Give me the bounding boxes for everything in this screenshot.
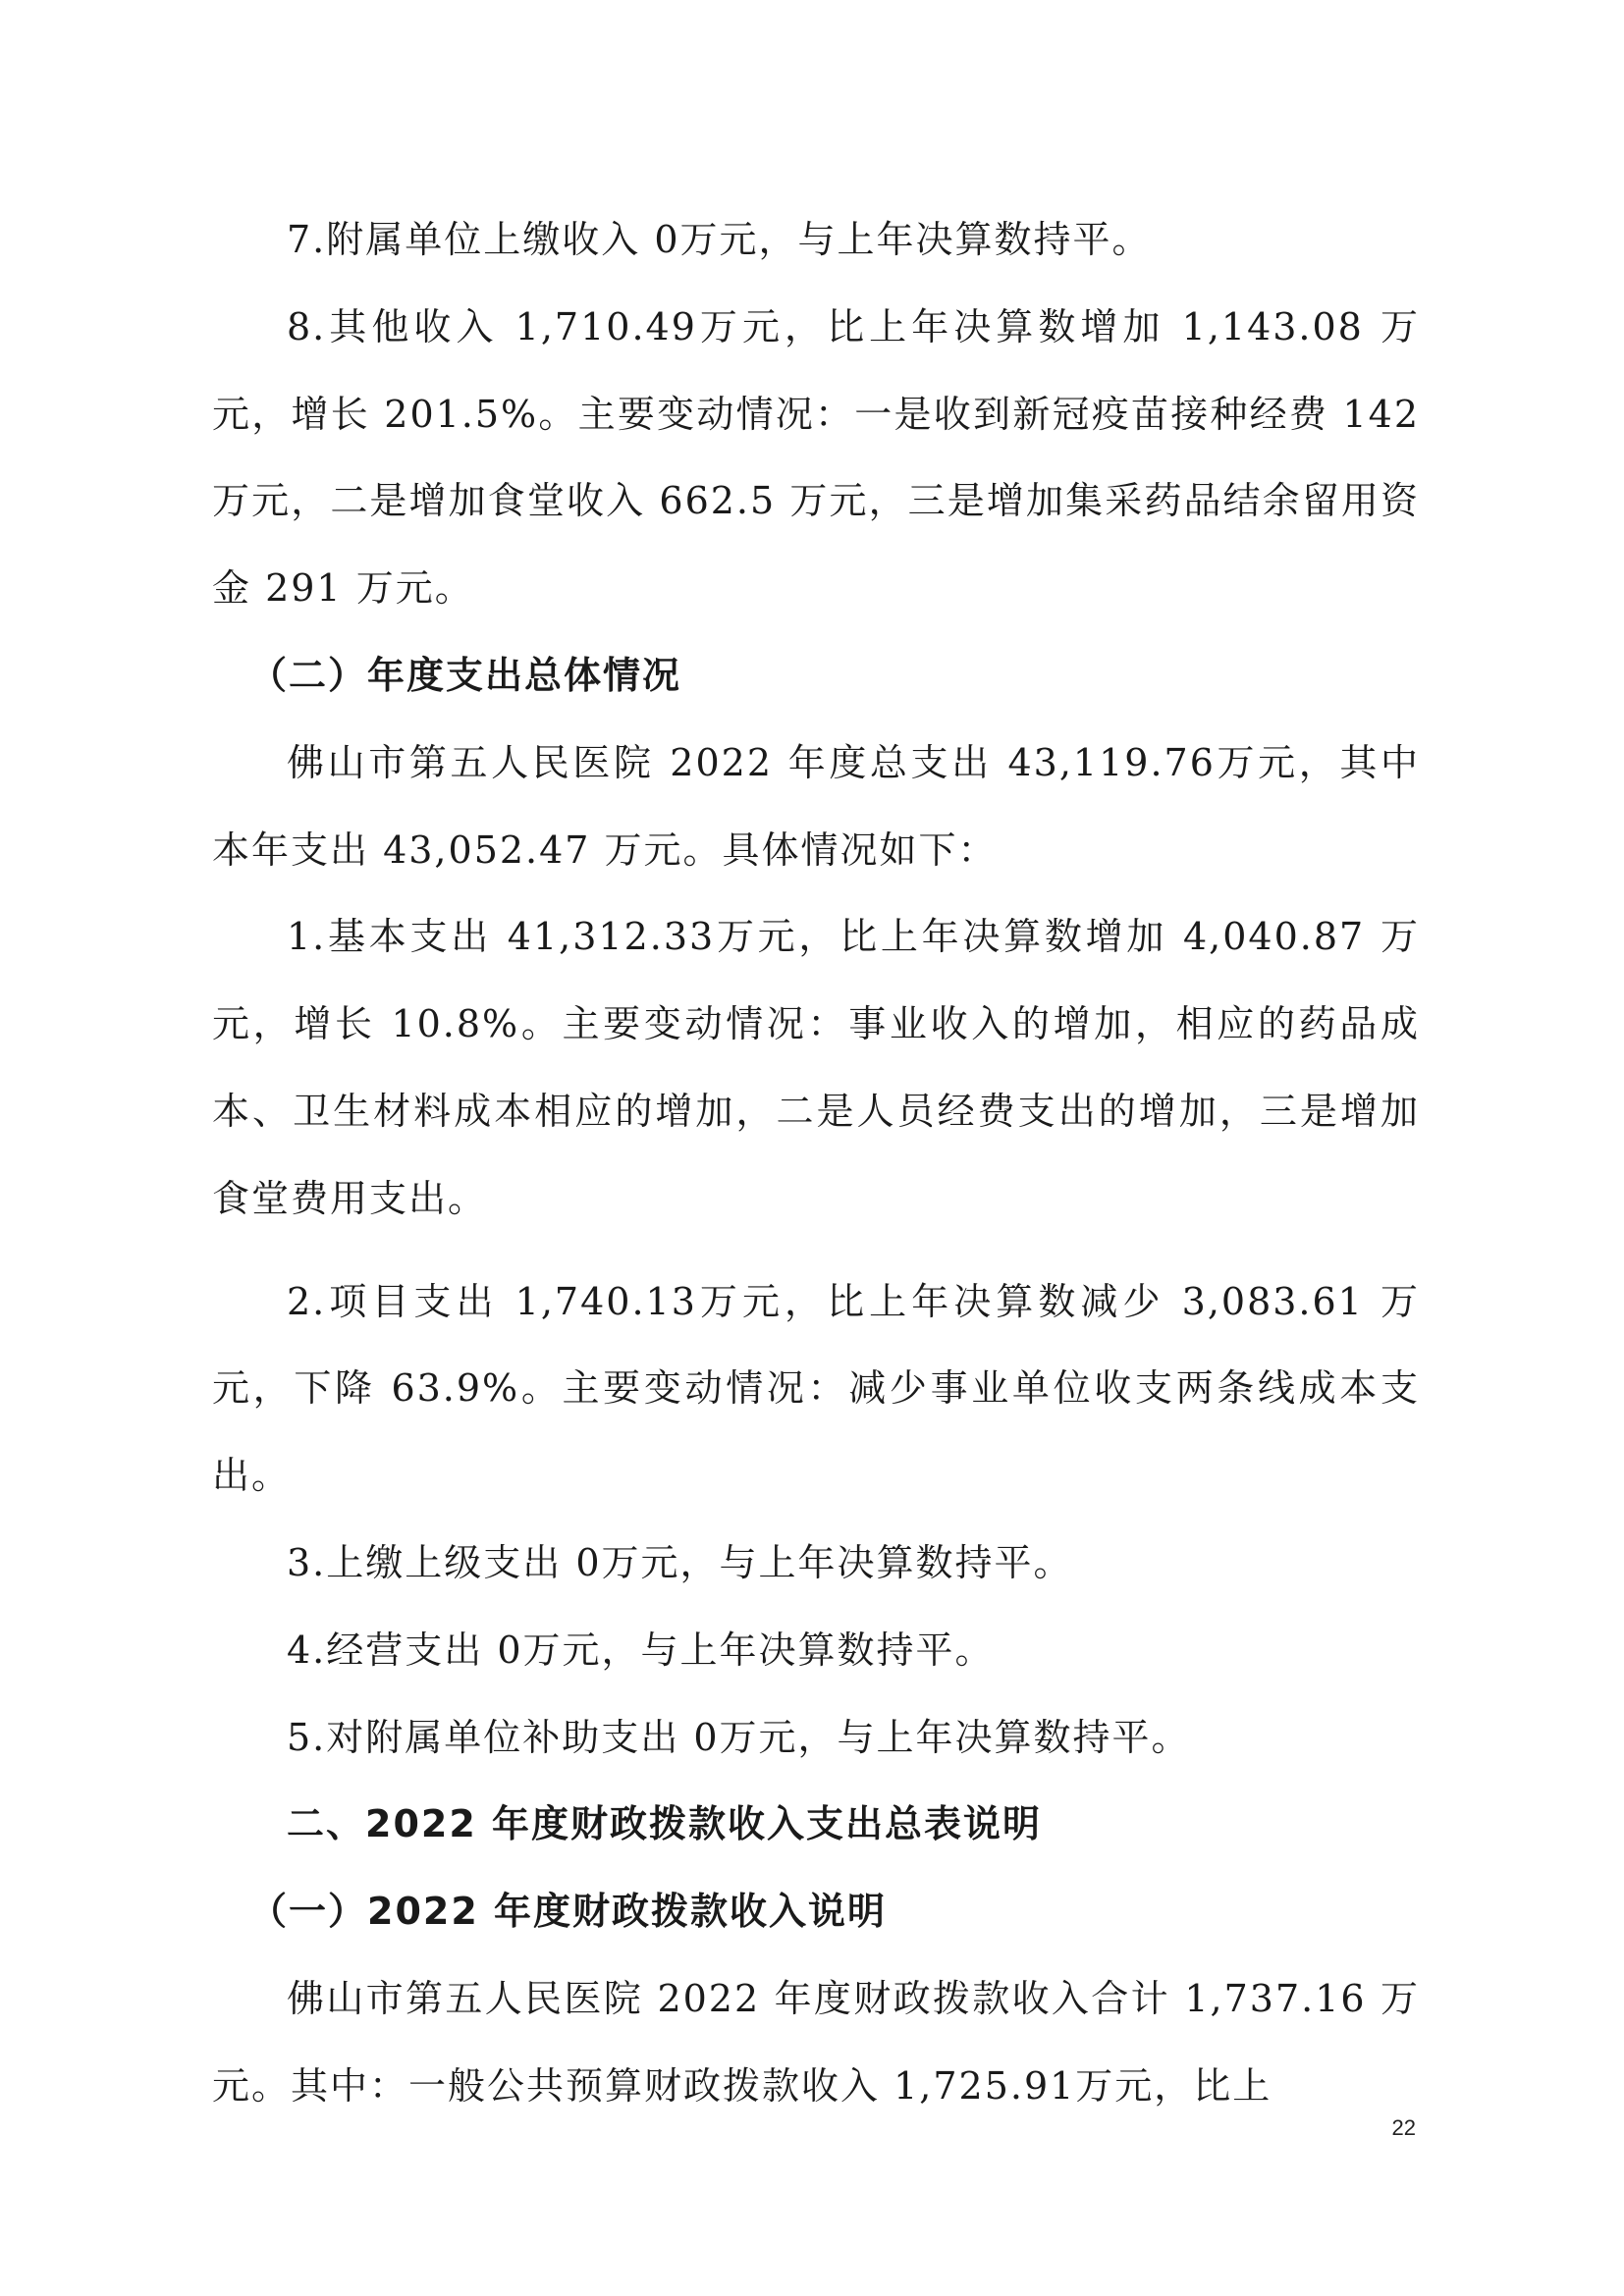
paragraph-basic-expenditure: 1.基本支出 41,312.33万元，比上年决算数增加 4,040.87 万元，增长 10.8%。主要变动情况：事业收入的增加，相应的药品成本、卫生材料成本相应的增加，二是人员经费支出的增加，三是增加食堂费用支出。 bbox=[212, 915, 1420, 1220]
page-body bbox=[212, 196, 1420, 2130]
section-heading-fiscal-income: （一）2022 年度财政拨款收入说明 bbox=[249, 1890, 887, 1934]
paragraph-superior-payment: 3.上缴上级支出 0万元，与上年决算数持平。 bbox=[287, 1540, 1073, 1584]
paragraph-operating-expenditure: 4.经营支出 0万元，与上年决算数持平。 bbox=[287, 1628, 995, 1672]
paragraph-other-income: 8.其他收入 1,710.49万元，比上年决算数增加 1,143.08 万元，增长 201.5%。主要变动情况：一是收到新冠疫苗接种经费 142 万元，二是增加食堂收入 662.5 万元，三是增加集采药品结余留用资金 291 万元。 bbox=[212, 304, 1420, 611]
paragraph-affiliated-income: 7.附属单位上缴收入 0万元，与上年决算数持平。 bbox=[287, 218, 1152, 261]
paragraph-project-expenditure: 2.项目支出 1,740.13万元，比上年决算数减少 3,083.61 万元，下降 63.9%。主要变动情况：减少事业单位收支两条线成本支出。 bbox=[212, 1279, 1420, 1498]
section-heading-expenditure-overview: （二）年度支出总体情况 bbox=[249, 653, 682, 697]
paragraph-fiscal-income: 佛山市第五人民医院 2022 年度财政拨款收入合计 1,737.16 万元。其中：一般公共预算财政拨款收入 1,725.91万元，比上 bbox=[212, 1976, 1420, 2108]
page-number: 22 bbox=[1391, 2115, 1416, 2140]
section-heading-fiscal-summary: 二、2022 年度财政拨款收入支出总表说明 bbox=[287, 1802, 1042, 1846]
paragraph-subsidy-expenditure: 5.对附属单位补助支出 0万元，与上年决算数持平。 bbox=[287, 1715, 1191, 1759]
paragraph-total-expenditure: 佛山市第五人民医院 2022 年度总支出 43,119.76万元，其中本年支出 43,052.47 万元。具体情况如下： bbox=[212, 740, 1420, 872]
